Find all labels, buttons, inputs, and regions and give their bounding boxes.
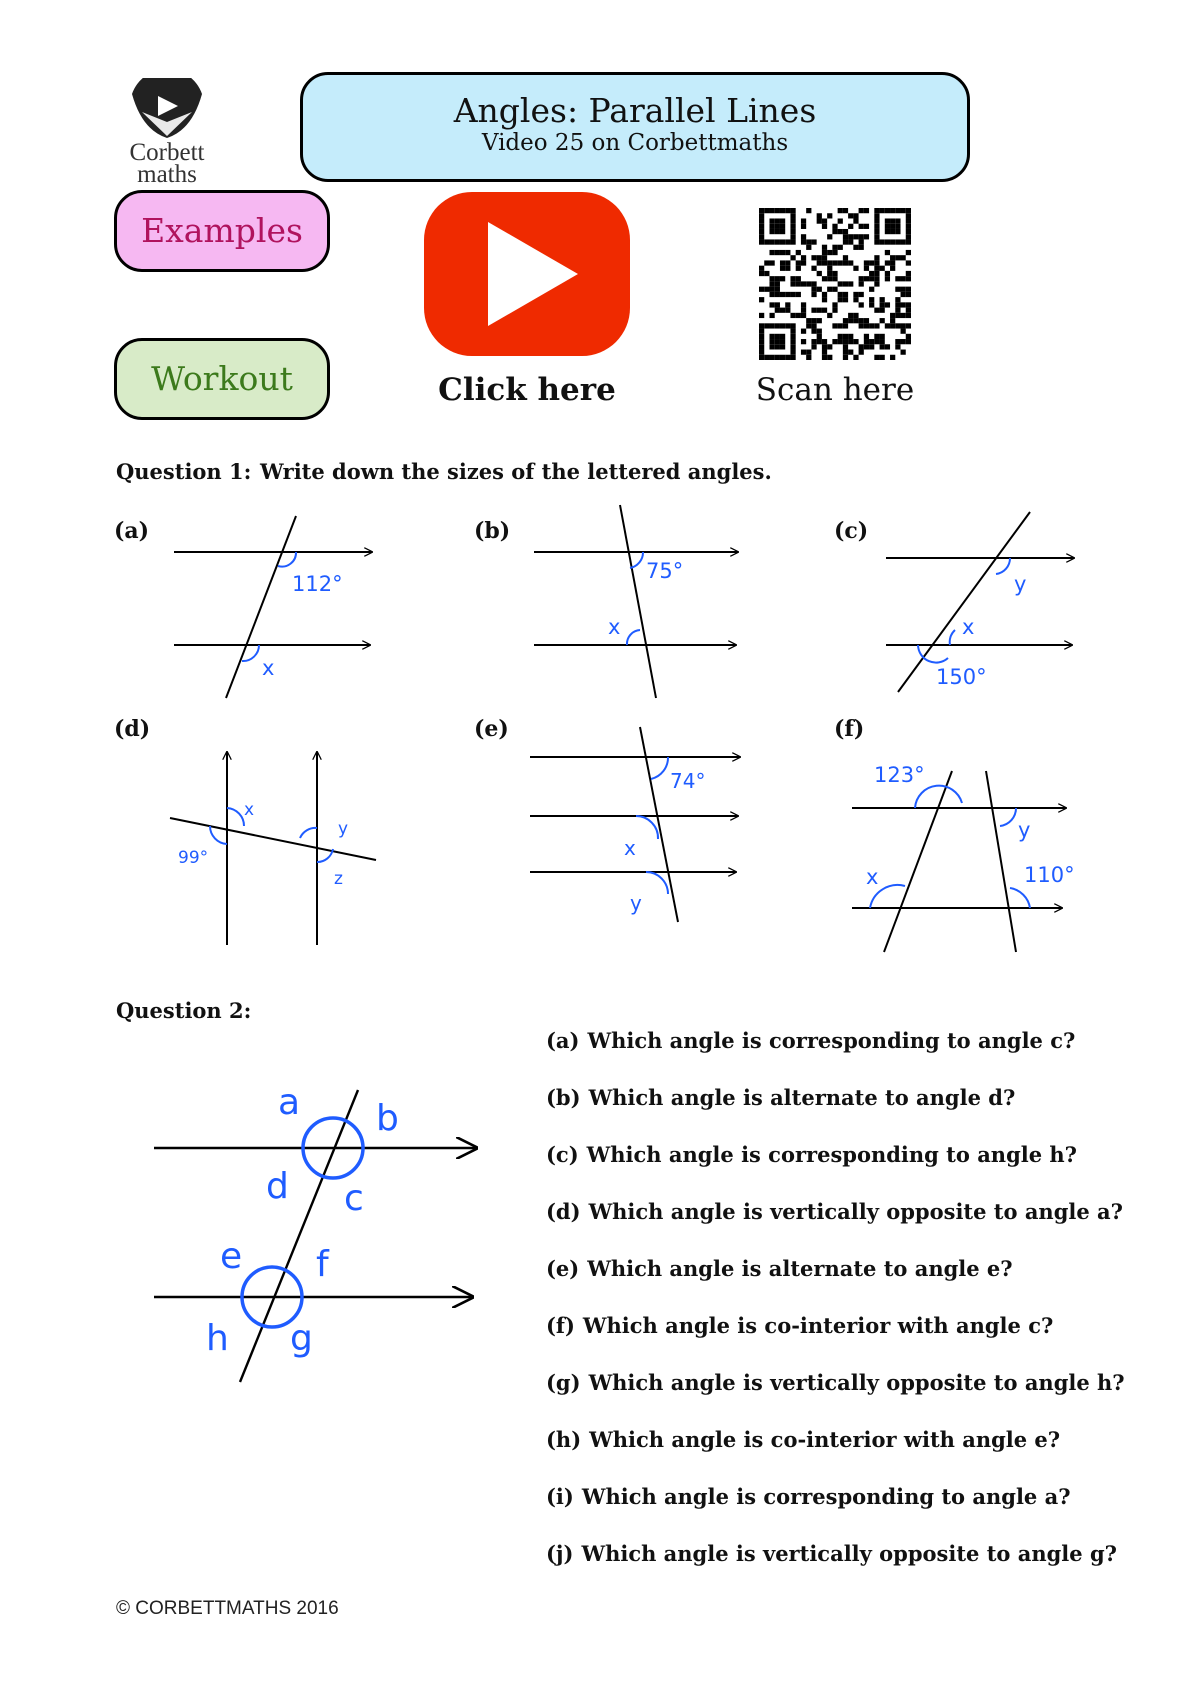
question-2-item-label: (c) xyxy=(546,1142,579,1167)
diagram-letter-d: d xyxy=(266,1166,289,1207)
question-2-item-label: (j) xyxy=(546,1541,574,1566)
part-b-label: (b) xyxy=(474,518,511,544)
angle-label-e-1: 74° xyxy=(670,769,706,793)
question-2-item-label: (g) xyxy=(546,1370,581,1395)
question-2-item xyxy=(546,1199,1123,1224)
part-c-label: (c) xyxy=(834,518,869,544)
question-1-text: Write down the sizes of the lettered angles. xyxy=(260,459,772,484)
diagram-letter-b: b xyxy=(376,1098,399,1139)
question-2-item-label: (f) xyxy=(546,1313,575,1338)
angle-label-d-4: z xyxy=(334,869,343,889)
question-2-item-text: Which angle is corresponding to angle c? xyxy=(587,1028,1076,1053)
diagram-letter-g: g xyxy=(290,1318,313,1359)
question-2-item xyxy=(546,1256,1013,1281)
question-2-item-text: Which angle is vertically opposite to angle g? xyxy=(581,1541,1117,1566)
question-2-item-label: (e) xyxy=(546,1256,580,1281)
angle-label-d-2: 99° xyxy=(178,848,209,868)
angle-label-b-1: 75° xyxy=(646,559,684,583)
question-2-item xyxy=(546,1313,1053,1338)
question-2-item-text: Which angle is alternate to angle e? xyxy=(587,1256,1013,1281)
question-2-item-text: Which angle is corresponding to angle h? xyxy=(586,1142,1077,1167)
question-2-item xyxy=(546,1142,1077,1167)
part-f-label: (f) xyxy=(834,716,865,742)
diagram-letter-h: h xyxy=(206,1318,229,1359)
angle-label-f-4: 110° xyxy=(1024,863,1075,887)
part-d-label: (d) xyxy=(114,716,151,742)
angle-label-c-3: 150° xyxy=(936,665,987,689)
angle-label-a-2: x xyxy=(262,656,275,680)
part-e-label: (e) xyxy=(474,716,509,742)
angle-label-a-1: 112° xyxy=(292,572,343,596)
diagram-letter-c: c xyxy=(344,1178,364,1219)
click-here-label[interactable]: Click here xyxy=(438,372,616,408)
page-title: Angles: Parallel Lines xyxy=(453,91,817,130)
angle-label-b-2: x xyxy=(608,615,621,639)
angle-label-f-2: y xyxy=(1018,818,1031,842)
angle-label-c-1: y xyxy=(1014,572,1027,596)
question-2-item xyxy=(546,1370,1125,1395)
question-2-item-text: Which angle is vertically opposite to angle h? xyxy=(588,1370,1125,1395)
question-2-item-label: (a) xyxy=(546,1028,580,1053)
question-2-item xyxy=(546,1541,1117,1566)
question-2-item-text: Which angle is co-interior with angle e? xyxy=(589,1427,1061,1452)
part-a-label: (a) xyxy=(114,518,150,544)
examples-button[interactable]: Examples xyxy=(114,190,330,272)
question-2-item xyxy=(546,1484,1071,1509)
angle-label-e-3: y xyxy=(630,891,642,915)
question-2-item xyxy=(546,1085,1015,1110)
page-subtitle: Video 25 on Corbettmaths xyxy=(481,130,789,157)
question-2-item-label: (h) xyxy=(546,1427,582,1452)
angle-label-f-1: 123° xyxy=(874,763,925,787)
logo-text-maths: maths xyxy=(137,161,197,188)
question-2-item xyxy=(546,1028,1075,1053)
question-2-item-label: (d) xyxy=(546,1199,581,1224)
angle-label-e-2: x xyxy=(624,836,636,860)
diagram-letter-e: e xyxy=(220,1236,243,1277)
question-2-item xyxy=(546,1427,1060,1452)
scan-here-label: Scan here xyxy=(755,372,915,408)
logo-text-corbett: Corbett xyxy=(129,139,205,166)
angle-label-f-3: x xyxy=(866,865,879,889)
question-2-item-text: Which angle is vertically opposite to angle a? xyxy=(588,1199,1123,1224)
question-2-item-label: (i) xyxy=(546,1484,574,1509)
question-2-item-label: (b) xyxy=(546,1085,581,1110)
diagram-letter-a: a xyxy=(278,1082,301,1123)
angle-label-d-3: y xyxy=(338,819,349,839)
copyright-footer: © CORBETTMATHS 2016 xyxy=(116,1598,339,1619)
question-2-item-text: Which angle is corresponding to angle a? xyxy=(581,1484,1071,1509)
question-2-label: Question 2: xyxy=(116,998,252,1023)
question-2-item-text: Which angle is co-interior with angle c? xyxy=(582,1313,1054,1338)
diagram-letter-f: f xyxy=(316,1244,329,1285)
workout-button[interactable]: Workout xyxy=(114,338,330,420)
angle-label-c-2: x xyxy=(962,615,975,639)
angle-label-d-1: x xyxy=(244,800,255,820)
question-1-label: Question 1: xyxy=(116,459,252,484)
question-2-item-text: Which angle is alternate to angle d? xyxy=(588,1085,1016,1110)
